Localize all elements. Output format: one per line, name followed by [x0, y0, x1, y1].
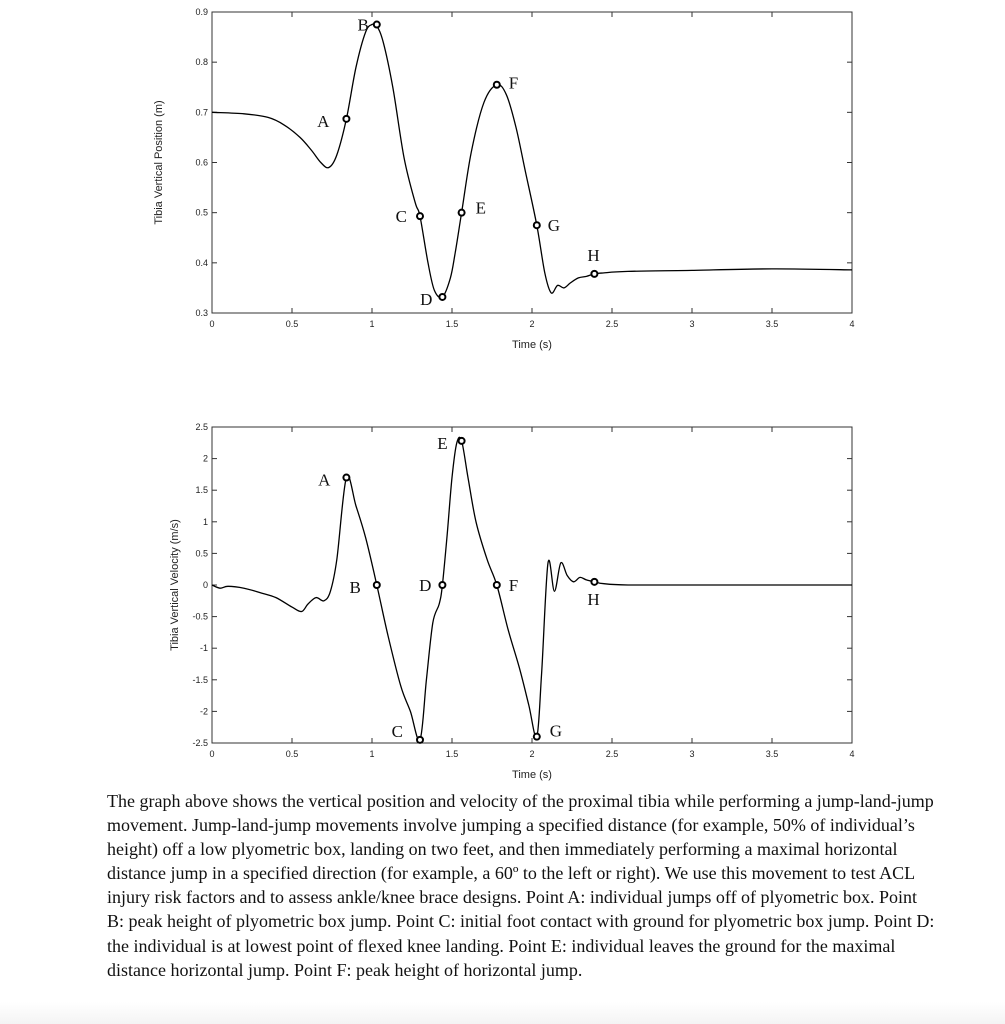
x-tick-label: 0	[209, 319, 215, 329]
point-label-d: D	[420, 289, 433, 309]
x-tick-label: 2	[529, 749, 535, 759]
point-marker-e	[459, 438, 465, 444]
y-tick-label: -1	[199, 643, 208, 654]
x-tick-label: 3.5	[765, 319, 779, 329]
y-tick-label: -1.5	[192, 674, 208, 685]
x-tick-label: 0	[209, 749, 215, 759]
point-marker-a	[343, 116, 349, 122]
x-tick-label: 3	[689, 749, 695, 759]
y-tick-label: -0.5	[192, 611, 208, 622]
page-bottom-fade	[0, 1002, 1005, 1024]
point-label-g: G	[547, 216, 561, 236]
y-axis-label: Tibia Vertical Position (m)	[153, 100, 165, 225]
point-label-e: E	[437, 433, 448, 453]
point-marker-c	[417, 737, 423, 743]
data-line	[212, 437, 852, 740]
x-tick-label: 0.5	[285, 319, 299, 329]
y-tick-label: 0.5	[195, 207, 208, 218]
point-marker-h	[591, 579, 597, 585]
point-label-a: A	[318, 470, 331, 490]
y-tick-label: 2	[202, 453, 208, 464]
point-label-a: A	[317, 111, 330, 131]
x-tick-label: 3.5	[765, 749, 779, 759]
point-marker-f	[494, 82, 500, 88]
point-label-c: C	[391, 721, 403, 741]
x-tick-label: 1	[369, 749, 375, 759]
figure-caption: The graph above shows the vertical position and velocity of the proximal tibia while performing a jump-land-jump movement. Jump-land-jump movements involve jumping a specified distance (for example, 50% of individual’s height) off a low plyometric box, landing on two feet, and then immediately performing a maximal horizontal distance jump in a specified direction (for example, a 60º to the left or right). We use this movement to test ACL injury risk factors and to assess ankle/knee brace designs. Point A: individual jumps off of plyometric box. Point B: peak height of plyometric box jump. Point C: initial foot contact with ground for plyometric box jump. Point D: the individual is at lowest point of flexed knee landing. Point E: individual leaves the ground for the maximal distance horizontal jump. Point F: peak height of horizontal jump.	[107, 791, 935, 980]
point-marker-b	[374, 22, 380, 28]
x-tick-label: 3	[689, 319, 695, 329]
y-tick-label: 0.3	[195, 308, 208, 318]
y-tick-label: 0.5	[195, 548, 208, 559]
y-tick-label: 0.4	[195, 257, 208, 268]
y-tick-label: -2	[199, 706, 208, 717]
point-marker-d	[439, 582, 445, 588]
x-tick-label: 2	[529, 319, 535, 329]
y-tick-label: 0.9	[195, 7, 208, 17]
point-label-b: B	[357, 15, 369, 35]
point-marker-g	[534, 222, 540, 228]
point-label-e: E	[475, 198, 486, 218]
x-tick-label: 1	[369, 319, 375, 329]
x-tick-label: 1.5	[445, 749, 459, 759]
x-axis-label: Time (s)	[512, 769, 552, 781]
point-marker-c	[417, 213, 423, 219]
point-label-b: B	[349, 578, 361, 597]
x-axis-label: Time (s)	[512, 339, 552, 351]
point-marker-g	[534, 734, 540, 740]
point-marker-e	[459, 210, 465, 216]
x-tick-label: 2.5	[605, 749, 619, 759]
point-label-c: C	[395, 207, 407, 227]
y-tick-label: 2.5	[195, 422, 208, 432]
velocity-chart	[0, 415, 1005, 785]
point-label-f: F	[508, 73, 519, 93]
point-label-d: D	[419, 576, 432, 595]
y-tick-label: 1	[202, 516, 208, 527]
position-chart	[0, 0, 1005, 360]
point-label-g: G	[549, 721, 563, 741]
x-tick-label: 2.5	[605, 319, 619, 329]
y-tick-label: -2.5	[192, 738, 208, 748]
point-marker-a	[343, 475, 349, 481]
data-line	[212, 24, 852, 298]
y-tick-label: 0.8	[195, 57, 208, 68]
point-marker-b	[374, 582, 380, 588]
y-tick-label: 0.7	[195, 107, 208, 118]
x-tick-label: 4	[849, 749, 855, 759]
x-tick-label: 0.5	[285, 749, 299, 759]
point-label-h: H	[587, 245, 600, 265]
point-label-h: H	[587, 589, 600, 609]
plot-frame	[212, 12, 852, 313]
point-marker-h	[591, 271, 597, 277]
point-marker-f	[494, 582, 500, 588]
y-tick-label: 1.5	[195, 485, 208, 496]
y-tick-label: 0	[202, 580, 208, 590]
x-tick-label: 1.5	[445, 319, 459, 329]
y-tick-label: 0.6	[195, 157, 208, 168]
y-axis-label: Tibia Vertical Velocity (m/s)	[169, 519, 181, 651]
point-marker-d	[439, 294, 445, 300]
x-tick-label: 4	[849, 319, 855, 329]
point-label-f: F	[508, 576, 519, 595]
